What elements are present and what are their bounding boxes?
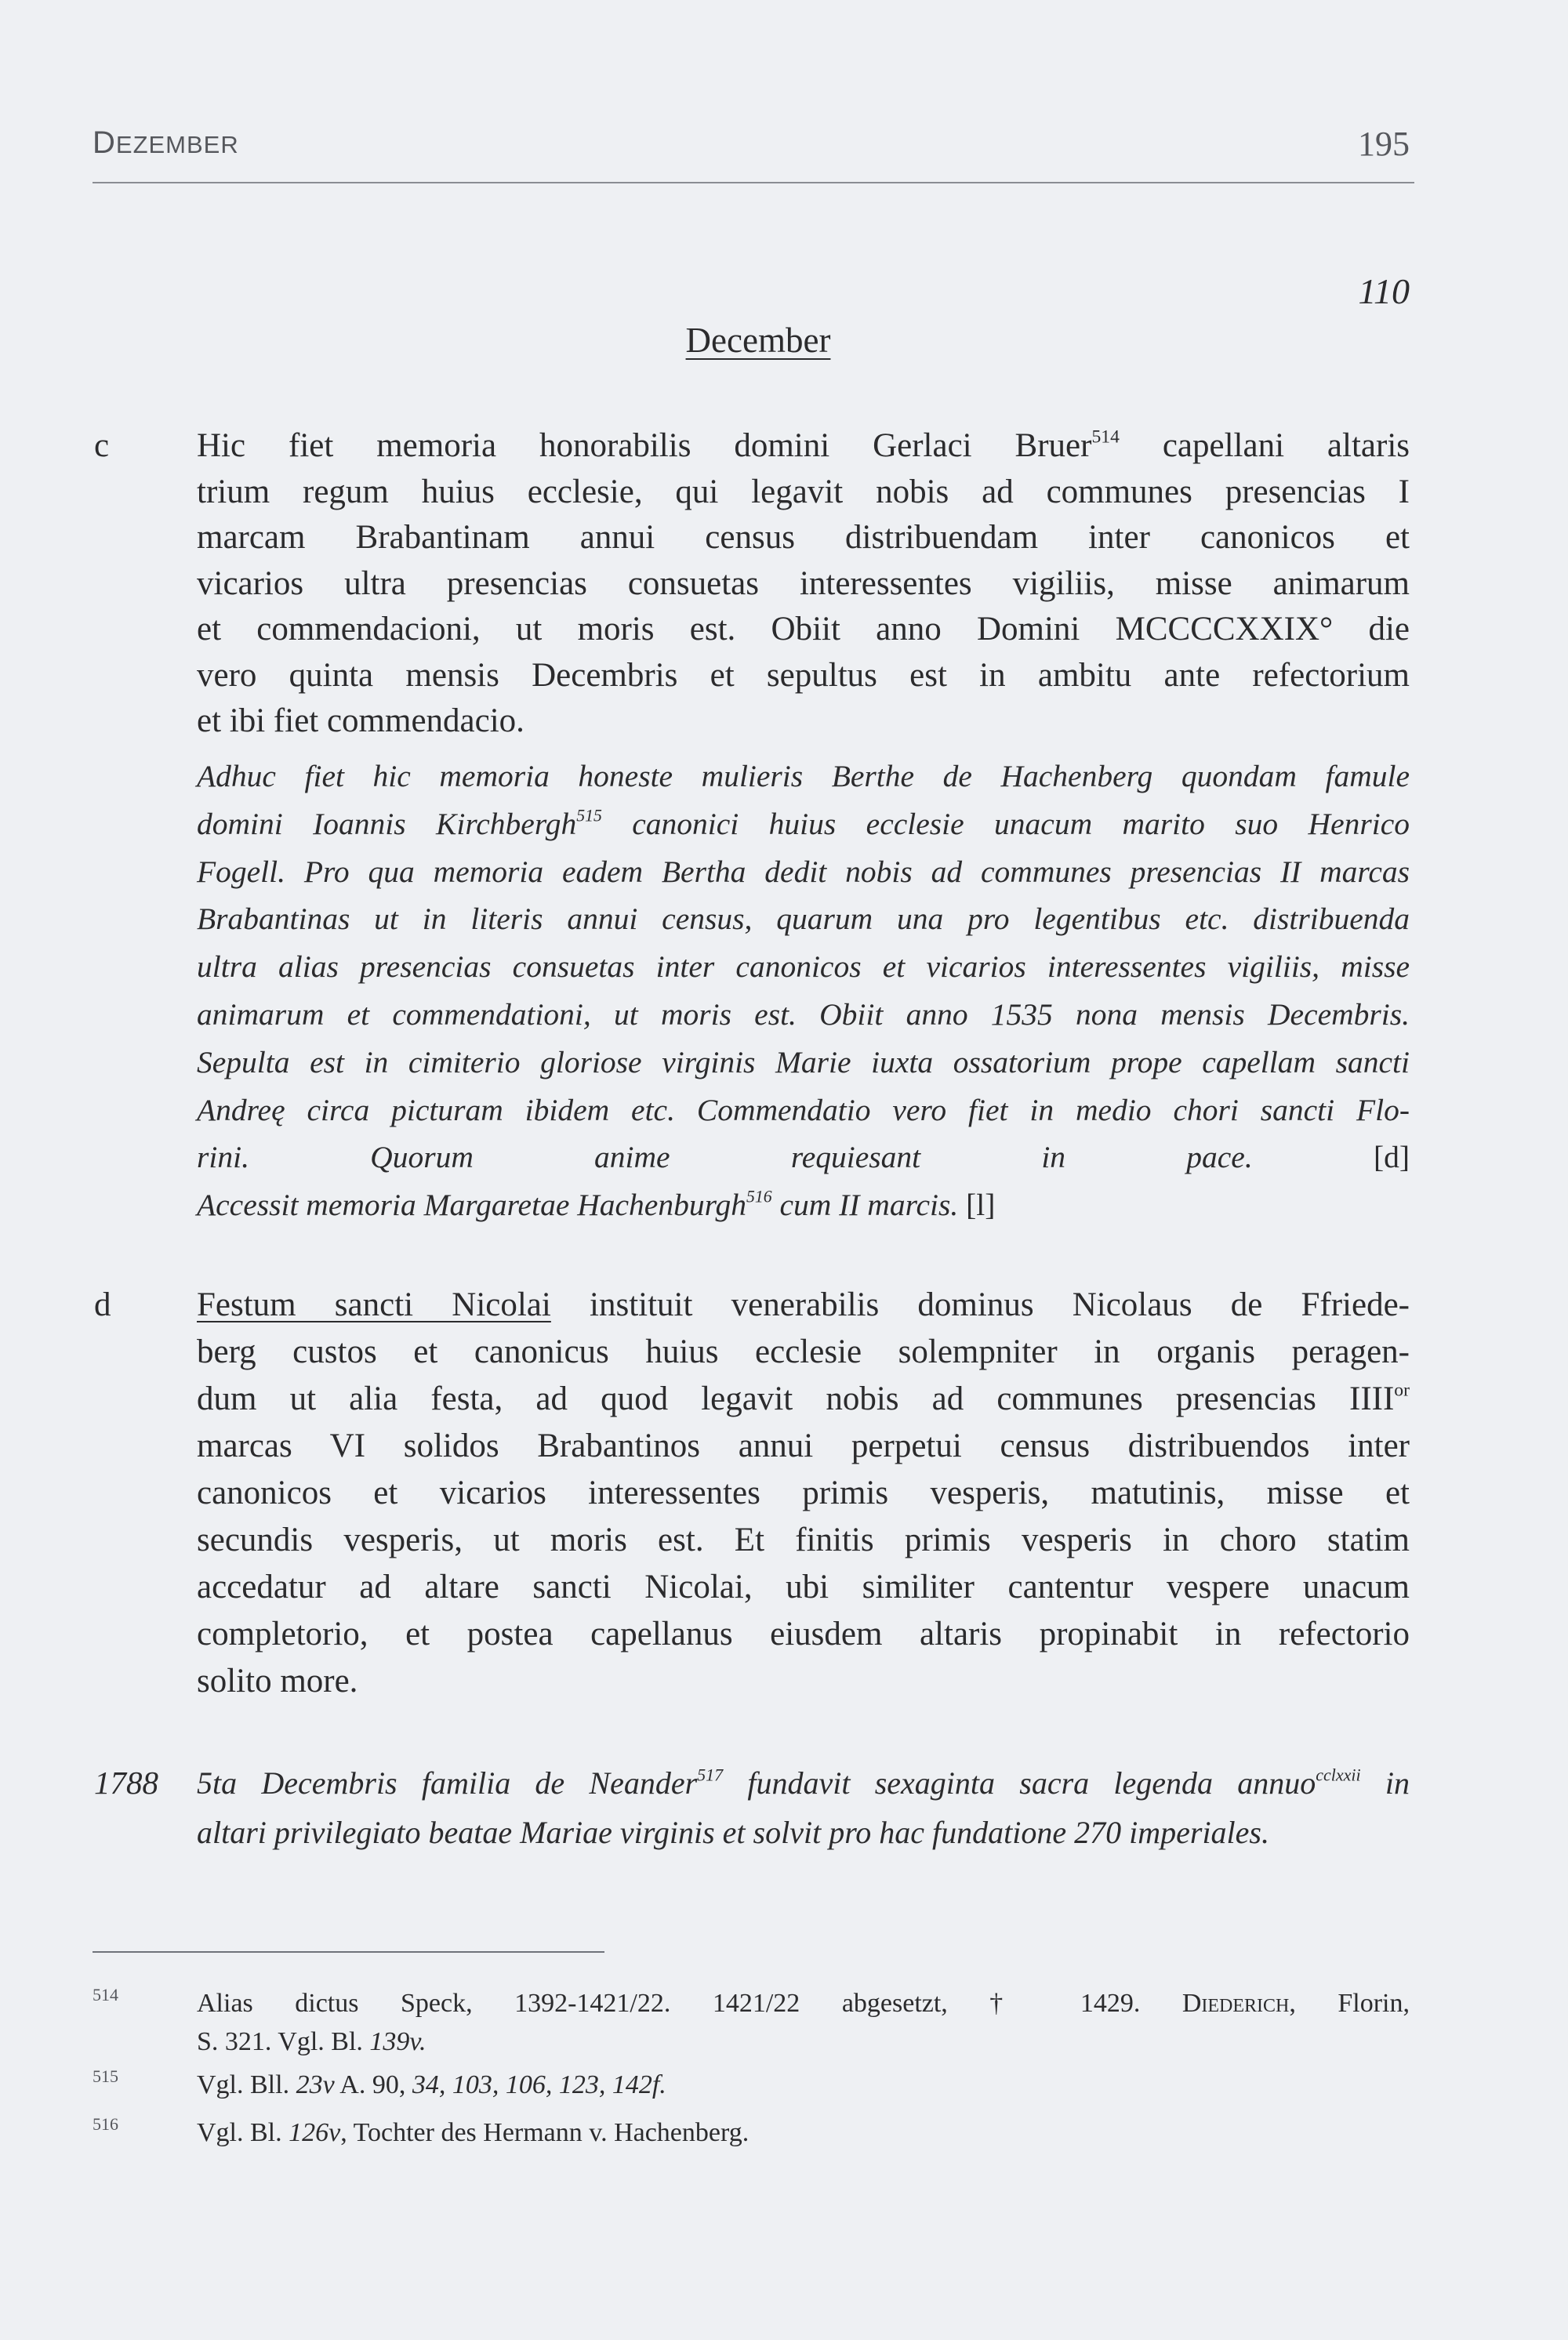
text-line — [197, 1376, 1410, 1423]
footnote-514 — [93, 1985, 1410, 2061]
footnote-ref: 516 — [746, 1187, 772, 1206]
header-rule — [93, 182, 1414, 183]
text-segment: rini. Quorum anime requiesant in pace. — [197, 1140, 1374, 1175]
text-line — [197, 848, 1410, 896]
text-line — [197, 515, 1410, 561]
text-segment: , Tochter des Hermann v. Hachenberg. — [340, 2118, 750, 2147]
footnote-number: 516 — [93, 2114, 118, 2134]
text-segment: animarum et commendationi, ut moris est. Obiit anno 1535 nona mensis Decembris. — [197, 996, 1410, 1032]
footnote-ref: or — [1394, 1380, 1410, 1401]
footnote-ref: 517 — [697, 1765, 724, 1785]
text-line — [197, 1564, 1410, 1611]
footnote-body — [197, 2066, 1410, 2105]
text-segment: domini Ioannis Kirchbergh — [197, 806, 577, 841]
text-segment: 126v — [289, 2118, 341, 2147]
text-line — [197, 800, 1410, 848]
text-segment: secundis vesperis, ut moris est. Et finitis primis vesperis in choro statim — [197, 1522, 1410, 1558]
text-line — [197, 1087, 1410, 1134]
text-line — [197, 943, 1410, 991]
text-segment: dum ut alia festa, ad quod legavit nobis ad communes presencias IIII — [197, 1380, 1395, 1417]
text-segment: et ibi fiet commendacio. — [197, 702, 524, 739]
text-line — [197, 2066, 1410, 2105]
entry-c-text — [197, 423, 1410, 745]
text-segment: Diederich — [1181, 1989, 1290, 2018]
margin-letter-c: c — [94, 427, 110, 464]
footnote-516 — [93, 2114, 1410, 2153]
text-segment: 34, 103, 106, 123, 142f. — [412, 2070, 666, 2099]
text-segment: vero quinta mensis Decembris et sepultus est in ambitu ante refectorium — [197, 656, 1410, 694]
text-segment: Brabantinas ut in literis annui census, quarum una pro legentibus etc. distribuenda — [197, 902, 1410, 937]
text-segment: fundavit sexaginta sacra legenda annuo — [723, 1765, 1316, 1801]
text-segment: 23v — [296, 2070, 335, 2099]
text-line — [197, 1517, 1410, 1564]
text-line — [197, 1758, 1410, 1808]
text-segment: marcas VI solidos Brabantinos annui perpetui census distribuendos inter — [197, 1428, 1410, 1464]
text-line — [197, 1423, 1410, 1470]
footnote-number: 515 — [93, 2066, 118, 2086]
text-segment: Fogell. Pro qua memoria eadem Bertha dedit nobis ad communes presencias II marcas — [197, 854, 1410, 889]
text-segment: Adhuc fiet hic memoria honeste mulieris Berthe de Hachenberg quondam famule — [197, 759, 1410, 793]
footnote-ref: 515 — [576, 806, 602, 825]
text-segment: Festum sancti Nicolai — [197, 1286, 551, 1323]
text-line — [197, 561, 1410, 608]
text-segment: capellani altaris — [1119, 427, 1410, 464]
entry-1788-text — [197, 1758, 1410, 1857]
running-head-rest: EZEMBER — [115, 131, 239, 158]
text-segment: canonici huius ecclesie unacum marito suo Henrico — [601, 806, 1410, 841]
text-line — [197, 1329, 1410, 1376]
text-segment: altari privilegiato beatae Mariae virginis et solvit pro hac fundatione 270 imperiales. — [197, 1815, 1269, 1850]
text-segment: vicarios ultra presencias consuetas interessentes vigiliis, misse animarum — [197, 564, 1410, 602]
text-line — [197, 1470, 1410, 1517]
text-segment: 5ta Decembris familia de Neander — [197, 1765, 698, 1801]
footnote-body — [197, 2114, 1410, 2153]
footnote-ref: cclxxii — [1316, 1765, 1361, 1785]
text-line — [197, 698, 1410, 745]
text-segment: , Florin, — [1289, 1989, 1410, 2018]
text-line — [197, 1985, 1410, 2023]
text-line — [197, 470, 1410, 516]
folio-number: 110 — [1358, 271, 1410, 311]
text-segment: Vgl. Bl. — [197, 2118, 289, 2147]
margin-year-1788: 1788 — [94, 1765, 158, 1801]
text-segment: trium regum huius ecclesie, qui legavit nobis ad communes presencias I — [197, 473, 1410, 510]
text-segment: marcam Brabantinam annui census distribuendam inter canonicos et — [197, 519, 1410, 556]
text-line — [197, 423, 1410, 470]
text-segment: berg custos et canonicus huius ecclesie solempniter in organis peragen- — [197, 1333, 1410, 1370]
text-segment: ultra alias presencias consuetas inter canonicos et vicarios interessentes vigiliis, misse — [197, 949, 1410, 985]
text-line — [197, 1282, 1410, 1329]
text-segment: Accessit memoria Margaretae Hachenburgh — [197, 1188, 746, 1223]
text-line — [197, 607, 1410, 653]
text-line — [197, 1134, 1410, 1181]
text-segment: in — [1360, 1765, 1410, 1801]
section-title — [0, 320, 1516, 361]
text-segment: completorio, et postea capellanus eiusdem altaris propinabit in refectorio — [197, 1616, 1410, 1653]
text-segment: Andreę circa picturam ibidem etc. Commendatio vero fiet in medio chori sancti Flo- — [197, 1092, 1410, 1127]
text-segment: [d] — [1373, 1140, 1410, 1175]
text-line — [197, 2023, 1410, 2062]
footnote-rule — [93, 1951, 604, 1953]
footnote-515 — [93, 2066, 1410, 2105]
entry-addition-text — [197, 753, 1410, 1229]
text-segment: instituit venerabilis dominus Nicolaus de Ffriede- — [550, 1286, 1410, 1323]
text-segment: accedatur ad altare sancti Nicolai, ubi similiter cantentur vespere unacum — [197, 1569, 1410, 1605]
text-segment: Alias dictus Speck, 1392-1421/22. 1421/22 abgesetzt, † 1429. — [197, 1989, 1182, 2018]
entry-d-text — [197, 1282, 1410, 1705]
text-segment: [l] — [966, 1188, 996, 1223]
text-segment: cum II marcis. — [771, 1188, 967, 1223]
margin-letter-d: d — [94, 1286, 111, 1323]
text-line — [197, 653, 1410, 699]
text-line — [197, 1808, 1410, 1857]
footnote-body — [197, 1985, 1410, 2061]
text-segment: Vgl. Bll. — [197, 2070, 296, 2099]
running-head — [93, 125, 239, 161]
text-line — [197, 1611, 1410, 1658]
text-segment: solito more. — [197, 1663, 358, 1700]
section-title-text: December — [685, 321, 831, 360]
text-line — [197, 1039, 1410, 1087]
text-segment: et commendacioni, ut moris est. Obiit anno Domini MCCCCXXIX° die — [197, 611, 1410, 648]
page-number: 195 — [1358, 125, 1410, 163]
text-line — [197, 1658, 1410, 1705]
text-segment: Hic fiet memoria honorabilis domini Gerlaci Bruer — [197, 427, 1092, 464]
text-segment: A. 90, — [334, 2070, 412, 2099]
text-line — [197, 753, 1410, 800]
running-head-initial: D — [93, 125, 116, 160]
text-line — [197, 991, 1410, 1039]
text-segment: 139v. — [369, 2026, 426, 2056]
text-line — [197, 895, 1410, 943]
text-segment: S. 321. Vgl. Bl. — [197, 2026, 370, 2056]
text-line — [197, 2114, 1410, 2153]
footnote-ref: 514 — [1091, 426, 1120, 448]
footnote-number: 514 — [93, 1985, 118, 2004]
text-segment: Sepulta est in cimiterio gloriose virginis Marie iuxta ossatorium prope capellam sancti — [197, 1044, 1410, 1079]
text-line — [197, 1181, 1410, 1229]
text-segment: canonicos et vicarios interessentes primis vesperis, matutinis, misse et — [197, 1475, 1410, 1511]
